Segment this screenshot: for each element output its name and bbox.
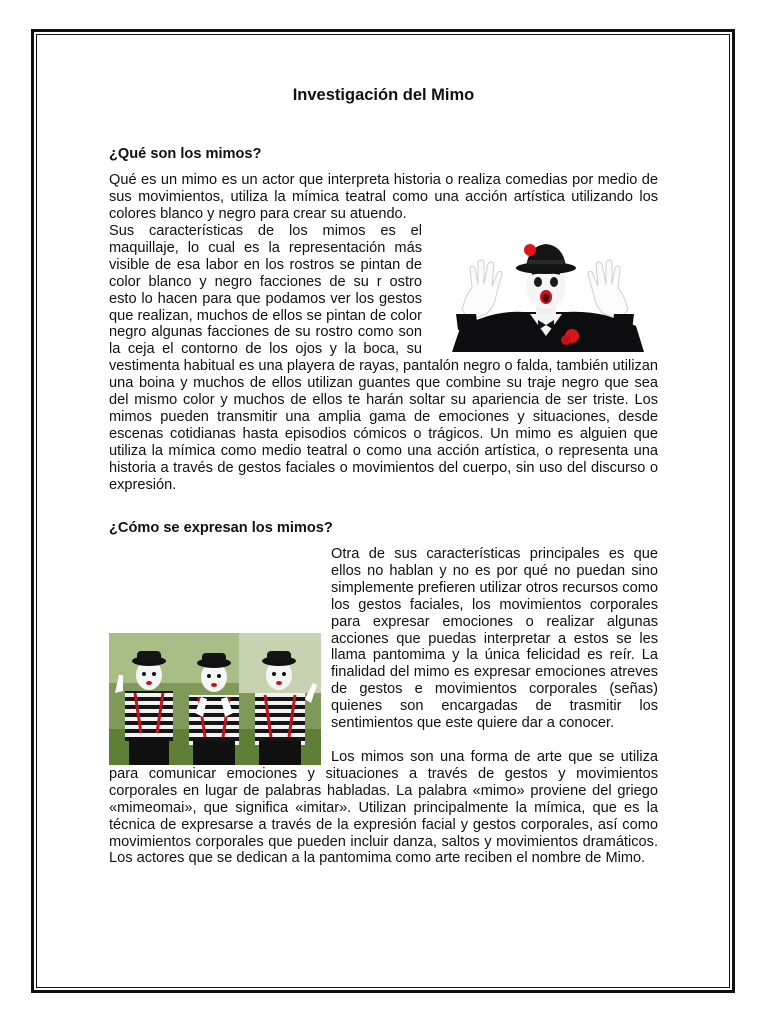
paragraph-text: Otra de sus características principales es que ellos no hablan y no es por qué no puedan sino simplemente prefieren utilizar otros recursos como los gestos faciales, los movimientos corporales para expresar emociones o realizar algunas acciones que puedas interpretar a estos se les llama pantomima y la única felicidad es reír. La finalidad del mimo es expresar emociones atreves de gestos e movimientos corporales (señas) quienes son encargadas de trasmitir los sentimientos que este quiere dar a conocer. bbox=[331, 546, 658, 732]
mime-group-photo-icon bbox=[109, 633, 321, 765]
paragraph-text: Sus características de los mimos es el maquillaje, lo cual es la representación más visible de esa labor en los rostros se pintan de color blanco y negro facciones de su r ostro esto lo hacen para que podamos ver los gestos que realizan, muchos de ellos se pintan de color negro algunas facciones de su rostro como son la ceja el contorno de los ojos y la boca, su vestimenta habitual es una playera de rayas, pantalón negro o falda, también utilizan una boina y muchos de ellos utilizan guantes que combine su traje negro que sea del mismo color y muchos de ellos te harán soltar su apariencia de ser triste. Los mimos pueden transmitir una amplia gama de emociones y situaciones, desde escenas cotidianas hasta episodios cómicos o trágicos. Un mimo es alguien que utiliza la mímica como medio teatral o como una acción artística, o representa una historia a través de gestos faciales o movimientos del cuerpo, sin uso del discurso o expresión. bbox=[109, 223, 658, 493]
section-1-paragraph-1 bbox=[109, 172, 658, 223]
document-title: Investigación del Mimo bbox=[292, 86, 475, 104]
section-heading-que-son: ¿Qué son los mimos? bbox=[109, 146, 262, 162]
paragraph-text-2: Los mimos son una forma de arte que se utiliza para comunicar emociones y situaciones a través de gestos y movimientos corporales en lugar de palabras habladas. La palabra «mimo» proviene del griego «mimeomai», que significa «imitar». Utilizan principalmente la mímica, que es la técnica de expresarse a través de la expresión facial y gestos corporales, así como movimientos corporales que pueden incluir danza, saltos y movimientos dramáticos. Los actores que se dedican a la pantomima como arte reciben el nombre de Mimo. bbox=[109, 748, 658, 867]
section-1-paragraph-2 bbox=[109, 223, 658, 494]
section-heading-como-se-expresan: ¿Cómo se expresan los mimos? bbox=[109, 520, 333, 536]
section-2-paragraph-1 bbox=[109, 546, 658, 867]
paragraph-text: Qué es un mimo es un actor que interpreta historia o realiza comedias por medio de sus movimientos, utiliza la mímica teatral como una acción artística utilizando los colores blanco y negro para crear su atuendo. bbox=[109, 172, 658, 222]
mime-photo-icon bbox=[432, 240, 658, 352]
